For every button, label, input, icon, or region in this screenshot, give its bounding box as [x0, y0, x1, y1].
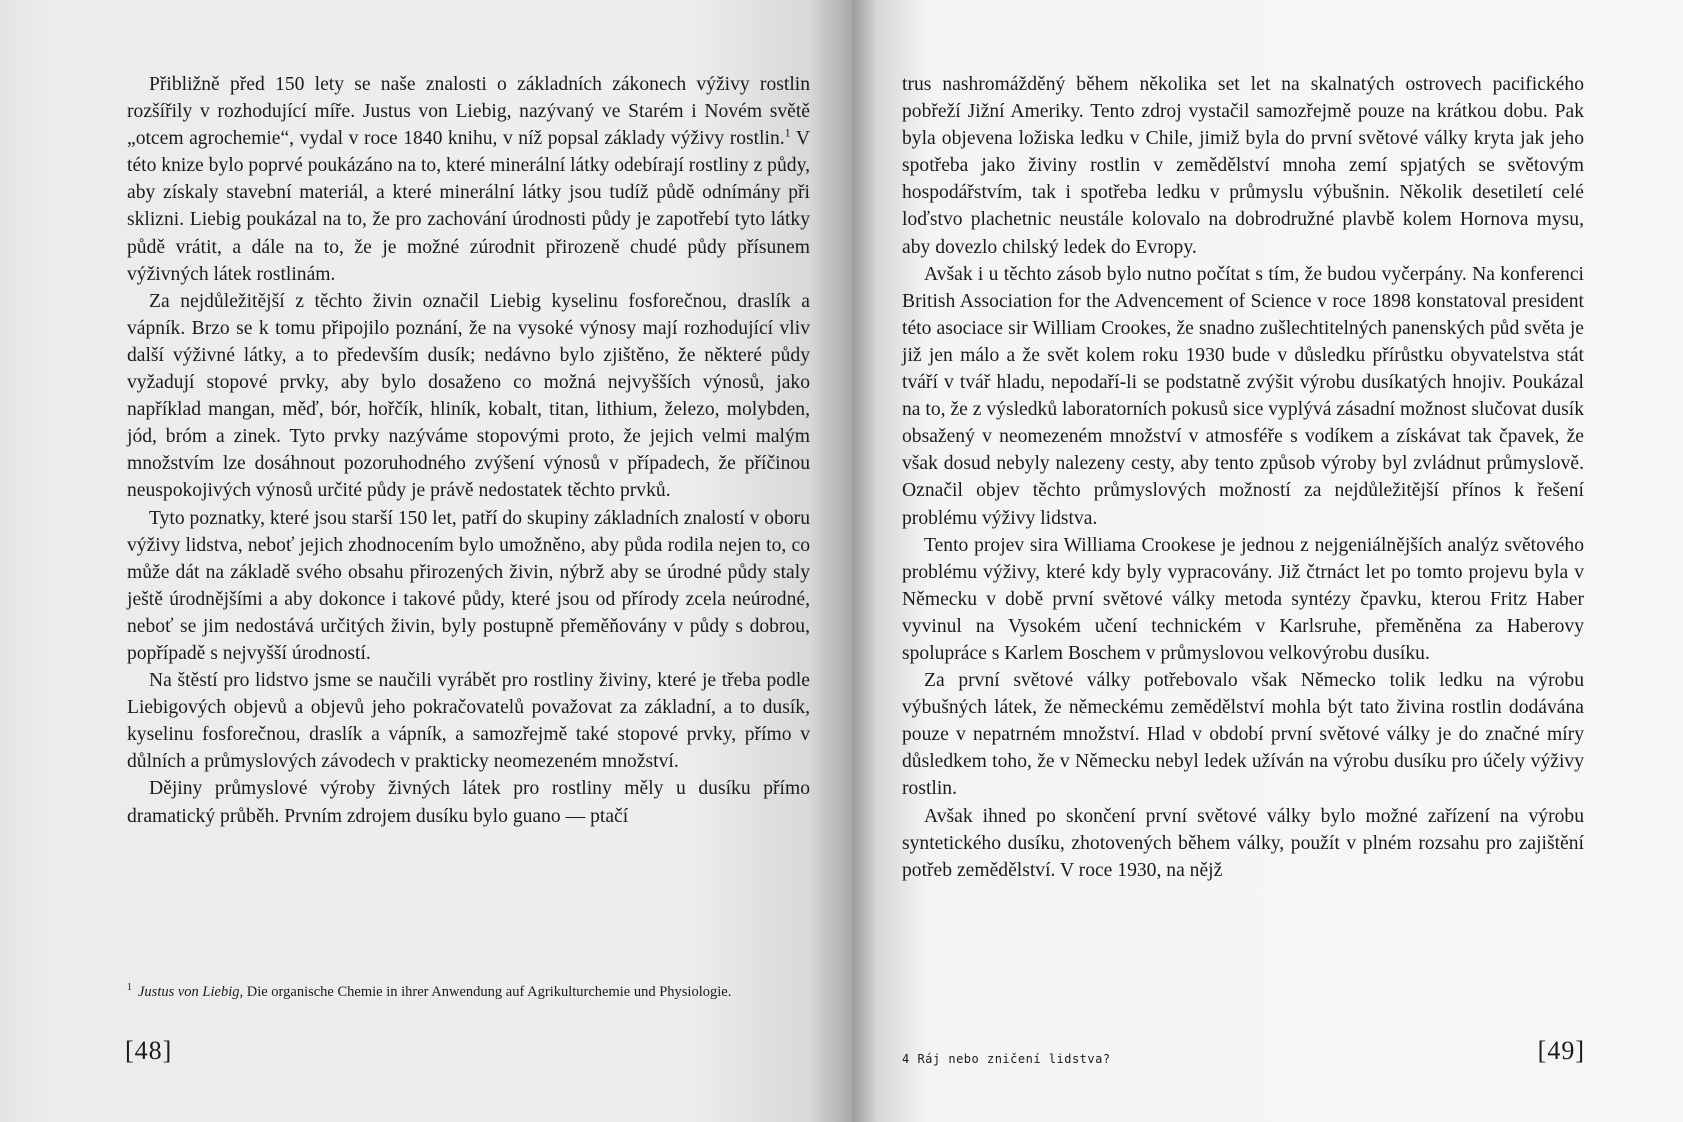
page-number: [48]: [125, 1036, 173, 1065]
paragraph: [127, 71, 810, 288]
paragraph: trus nashromážděný během několika set let na skalnatých ostrovech pacifického pobřeží Jižní Ameriky. Tento zdroj vystačil samozřejmě pouze na krátkou dobu. Pak byla objevena ložiska ledku v Chile, jimiž byla do první světové války kryta jak jeho spotřeba jako živiny rostlin v zemědělství mnoha zemí spjatých se světovým hospodářstvím, tak i spotřeba ledku v průmyslu výbušnin. Několik desetiletí celé loďstvo plachetnic neustále kolovalo na dobrodružné plavbě kolem Hornova mysu, aby dovezlo chilský ledek do Evropy.: [902, 74, 1584, 258]
left-page-body: [127, 71, 810, 830]
footnote: [127, 979, 810, 1001]
right-page: [852, 0, 1683, 1122]
footnote-author: Justus von Liebig,: [138, 983, 244, 1000]
paragraph: Avšak ihned po skončení první světové války bylo možné zařízení na výrobu syntetického dusíku, zhotovených během války, použít v plném rozsahu pro zajištění potřeb zemědělství. V roce 1930, na nějž: [902, 805, 1584, 881]
paragraph: Za nejdůležitější z těchto živin označil Liebig kyselinu fosforečnou, draslík a vápník. Brzo se k tomu připojilo poznání, že na vysoké výnosy mají rozhodující vliv další výživné látky, a to především dusík; nedávno bylo zjištěno, že některé půdy vyžadují stopové prvky, aby bylo dosaženo co možná nejvyšších výnosů, jako například mangan, měď, bór, hořčík, hliník, kobalt, titan, lithium, železo, molybden, jód, bróm a zinek. Tyto prvky nazýváme stopovými proto, že jejich velmi malým množstvím lze dosáhnout pozoruhodného zvýšení výnosů v případech, že příčinou neuspokojivých výnosů určité půdy je právě nedostatek těchto prvků.: [127, 290, 810, 502]
paragraph: Na štěstí pro lidstvo jsme se naučili vyrábět pro rostliny živiny, které je třeba podle Liebigových objevů a objevů jeho pokračovatelů považovat za základní, a to dusík, kyselinu fosforečnou, draslík a vápník, a samozřejmě také stopové prvky, přímo v důlních a průmyslových závodech v prakticky neomezeném množství.: [127, 670, 810, 773]
footnote-reference: 1: [784, 125, 791, 140]
right-page-body: [902, 71, 1584, 884]
paragraph-text: V této knize bylo poprvé poukázáno na to, které minerální látky odebírají rostliny z půdy, aby získaly stavební materiál, a které minerální látky jsou tudíž půdě odnímány při sklizni. Liebig poukázal na to, že pro zachování úrodnosti půdy je zapotřebí tyto látky půdě vrátit, a dále na to, že je možné zúrodnit přirozeně chudé půdy přísunem výživných látek rostlinám.: [127, 128, 810, 285]
footnote-mark: 1: [127, 982, 132, 993]
paragraph: Tyto poznatky, které jsou starší 150 let, patří do skupiny základních znalostí v oboru výživy lidstva, neboť jejich zhodnocením bylo umožněno, aby půda rodila nejen to, co může dát na základě svého obsahu přirozených živin, nýbrž aby se úrodné půdy staly ještě úrodnějšími a aby dokonce i takové půdy, které jsou od přírody zcela neúrodné, neboť se jim nedostává určitých živin, byly postupně přeměňovány v půdy s dobrou, popřípadě s nejvyšší úrodností.: [127, 507, 810, 664]
paragraph: Dějiny průmyslové výroby živných látek pro rostliny měly u dusíku přímo dramatický průběh. Prvním zdrojem dusíku bylo guano — ptačí: [127, 778, 810, 827]
signature-mark: 4 Ráj nebo zničení lidstva?: [902, 1052, 1111, 1066]
page-number: [49]: [1537, 1036, 1585, 1065]
paragraph: Za první světové války potřebovalo však Německo tolik ledku na výrobu výbušných látek, že německému zemědělství mohla být tato živina rostlin dodávána pouze v nepatrném množství. Hlad v období první světové války je do značné míry důsledkem toho, že v Německu nebyl ledek užíván na výrobu dusíku pro účely výživy rostlin.: [902, 670, 1584, 800]
footnote-text: Die organische Chemie in ihrer Anwendung auf Agrikulturchemie und Physiologie.: [246, 983, 732, 1000]
paragraph: Avšak i u těchto zásob bylo nutno počítat s tím, že budou vyčerpány. Na konferenci British Association for the Advencement of Science v roce 1898 konstatoval president této asociace sir William Crookes, že snadno zušlechtitelných panenských půd světa je již jen málo a že svět kolem roku 1930 bude v důsledku přírůstku obyvatelstva stát tváří v tvář hladu, nepodaří-li se podstatně zvýšit výrobu dusíkatých hnojiv. Poukázal na to, že z výsledků laboratorních pokusů sice vyplývá zásadní možnost slučovat dusík obsažený v neomezeném množství v atmosféře s vodíkem a získávat tak čpavek, že však dosud nebyly nalezeny cesty, aby tento způsob výroby byl zvládnut průmyslově. Označil objev těchto průmyslových možností za nejdůležitější přínos k řešení problému výživy lidstva.: [902, 263, 1584, 529]
paragraph-text: Přibližně před 150 lety se naše znalosti o základních zákonech výživy rostlin rozšířily v rozhodující míře. Justus von Liebig, nazývaný ve Starém i Novém světě „otcem agrochemie“, vydal v roce 1840 knihu, v níž popsal základy výživy rostlin.: [127, 74, 810, 150]
paragraph: Tento projev sira Williama Crookese je jednou z nejgeniálnějších analýz světového problému výživy, které kdy byly vypracovány. Již čtrnáct let po tomto projevu byla v Německu v době první světové války metoda syntézy čpavku, kterou Fritz Haber vyvinul na Vysokém učení technickém v Karlsruhe, přeměněna za Haberovy spolupráce s Karlem Boschem v průmyslovou velkovýrobu dusíku.: [902, 534, 1584, 664]
